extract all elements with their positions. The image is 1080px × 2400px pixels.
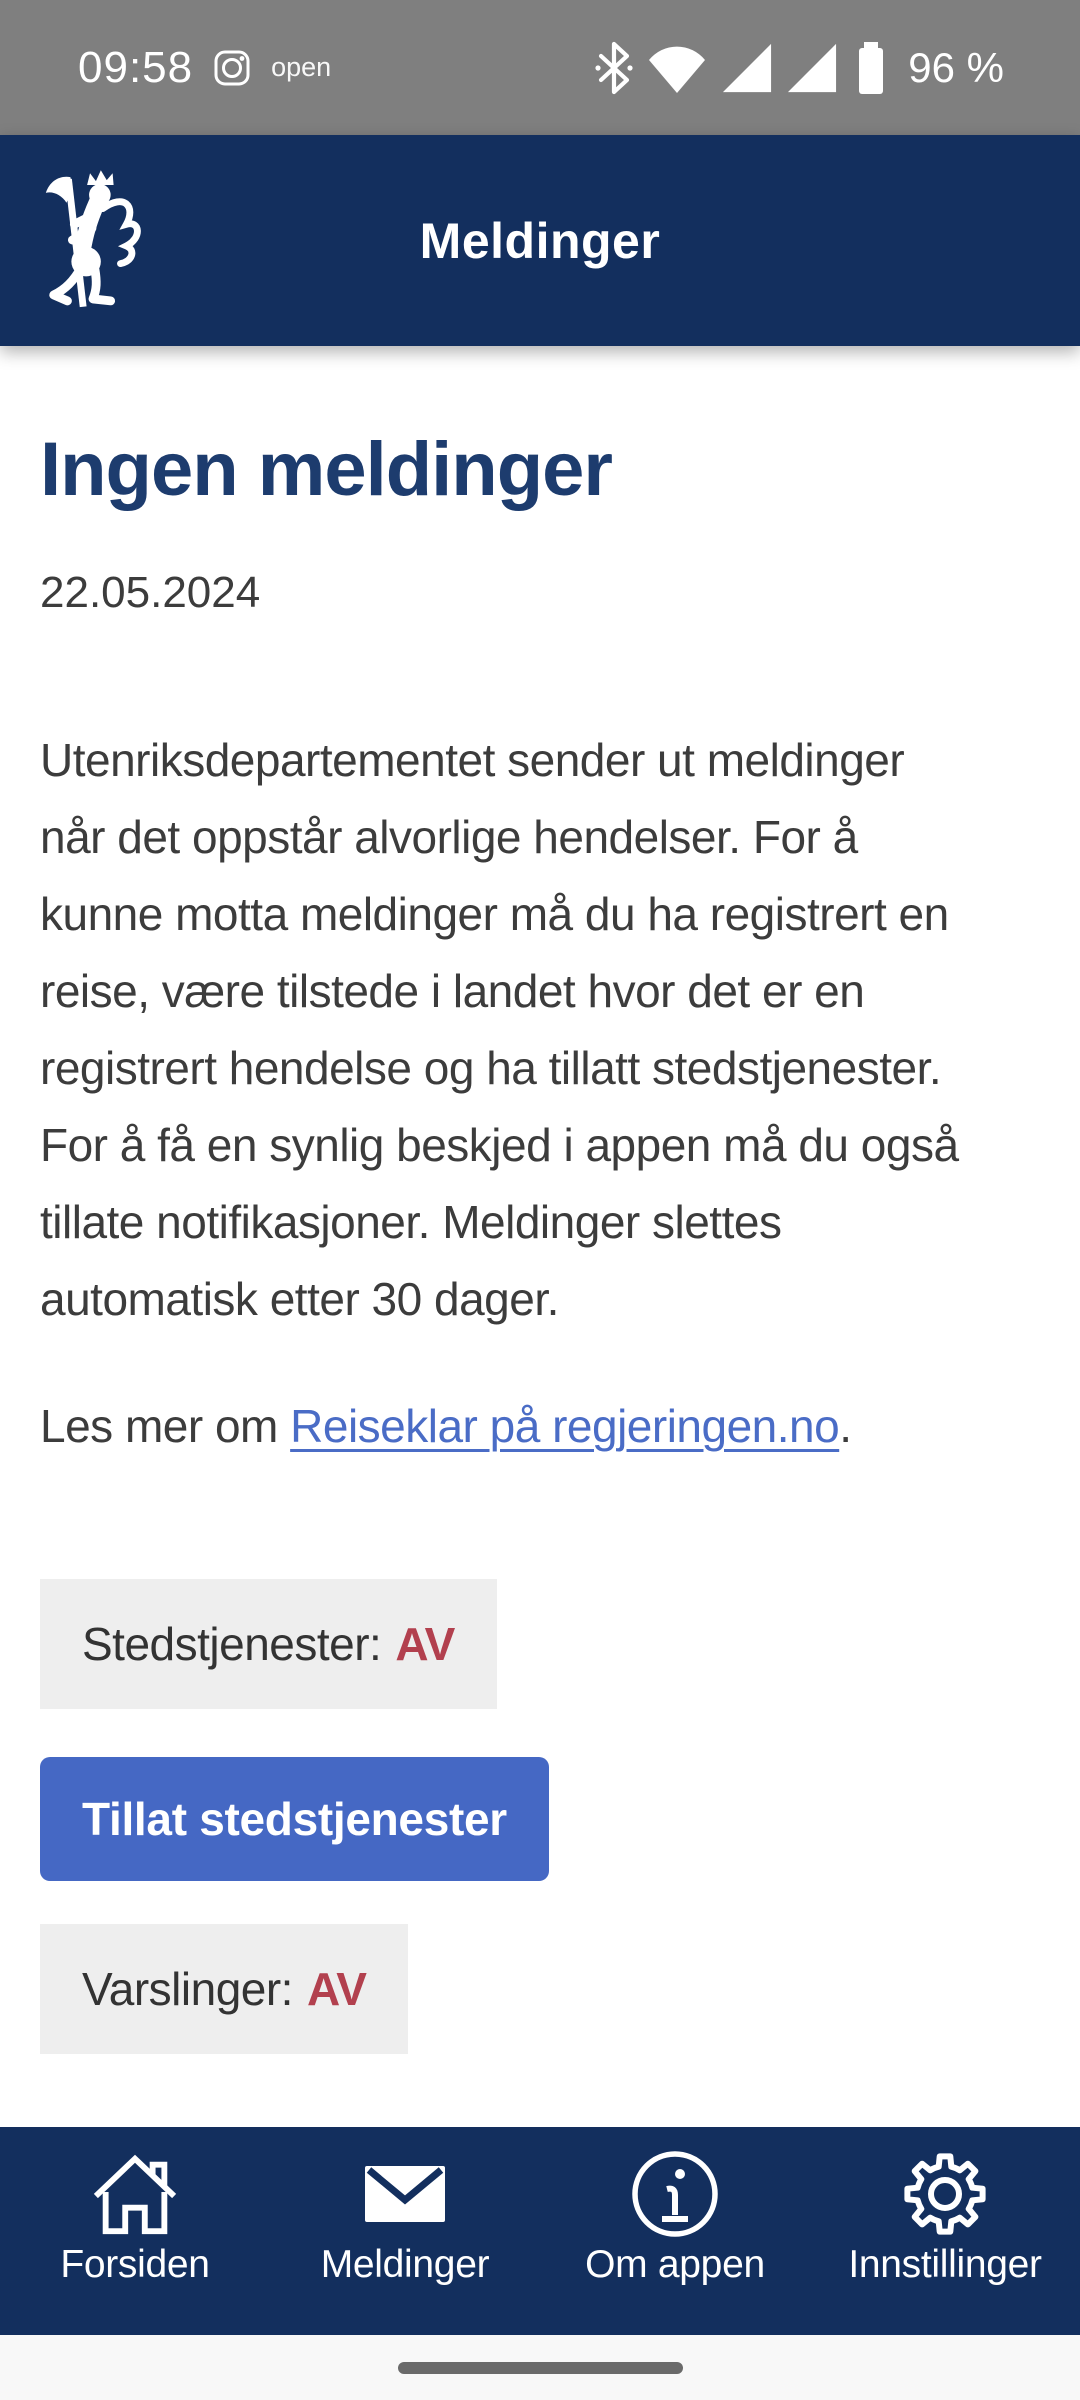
android-status-bar bbox=[0, 0, 1080, 135]
notifications-status-label: Varslinger: bbox=[82, 1962, 293, 2015]
cellular-signal-icon bbox=[786, 42, 838, 94]
location-services-status-badge bbox=[40, 1579, 497, 1709]
empty-state-heading: Ingen meldinger bbox=[40, 427, 612, 512]
notification-text: open bbox=[271, 52, 332, 82]
nav-item-innstillinger[interactable] bbox=[810, 2127, 1080, 2335]
nav-label-om-appen: Om appen bbox=[585, 2243, 765, 2286]
date-text: 22.05.2024 bbox=[40, 567, 261, 617]
location-status-value: AV bbox=[395, 1617, 455, 1670]
nav-item-forsiden[interactable] bbox=[0, 2127, 270, 2335]
info-icon bbox=[630, 2145, 720, 2243]
notifications-status-value: AV bbox=[306, 1962, 367, 2015]
nav-label-innstillinger: Innstillinger bbox=[848, 2243, 1042, 2286]
nav-item-meldinger[interactable] bbox=[270, 2127, 540, 2335]
nav-label-meldinger: Meldinger bbox=[320, 2243, 490, 2286]
wifi-icon bbox=[646, 40, 708, 96]
status-bar-left bbox=[78, 43, 331, 93]
app-header bbox=[0, 135, 1080, 346]
home-icon bbox=[90, 2145, 180, 2243]
read-more-suffix: . bbox=[839, 1399, 852, 1452]
battery-percent-text: 96 % bbox=[908, 43, 1004, 91]
status-bar-right bbox=[595, 38, 1004, 98]
read-more-prefix: Les mer om bbox=[40, 1399, 291, 1452]
gesture-navigation-area bbox=[0, 2335, 1080, 2400]
nav-label-forsiden: Forsiden bbox=[60, 2243, 210, 2286]
clock-text: 09:58 bbox=[78, 42, 194, 92]
location-status-label: Stedstjenester: bbox=[82, 1617, 382, 1670]
reiseklar-link[interactable]: Reiseklar på regjeringen.no bbox=[290, 1399, 840, 1452]
battery-icon bbox=[851, 38, 891, 98]
instagram-notification-icon bbox=[213, 49, 251, 87]
info-paragraph: Utenriksdepartementet sender ut meldinger når det oppstår alvorlige hendelser. For å kunne motta meldinger må du ha registrert en reise, være tilstede i landet hvor det er en registrert hendelse og ha tillatt stedstjenester. For å få en synlig beskjed i appen må du også tillate notifikasjoner. Meldinger slettes automatisk etter 30 dager. bbox=[40, 733, 959, 1325]
gesture-handle[interactable] bbox=[398, 2362, 683, 2374]
notifications-status-badge bbox=[40, 1924, 408, 2054]
bottom-navigation-bar bbox=[0, 2127, 1080, 2335]
main-content bbox=[0, 346, 1080, 2127]
settings-gear-icon bbox=[901, 2145, 989, 2243]
mail-icon bbox=[365, 2145, 445, 2243]
allow-location-button[interactable]: Tillat stedstjenester bbox=[40, 1757, 549, 1881]
page-title: Meldinger bbox=[419, 212, 661, 269]
nav-item-om-appen[interactable] bbox=[540, 2127, 810, 2335]
bluetooth-icon bbox=[595, 41, 633, 95]
read-more-line bbox=[40, 1388, 1040, 1465]
cellular-signal-icon bbox=[721, 42, 773, 94]
